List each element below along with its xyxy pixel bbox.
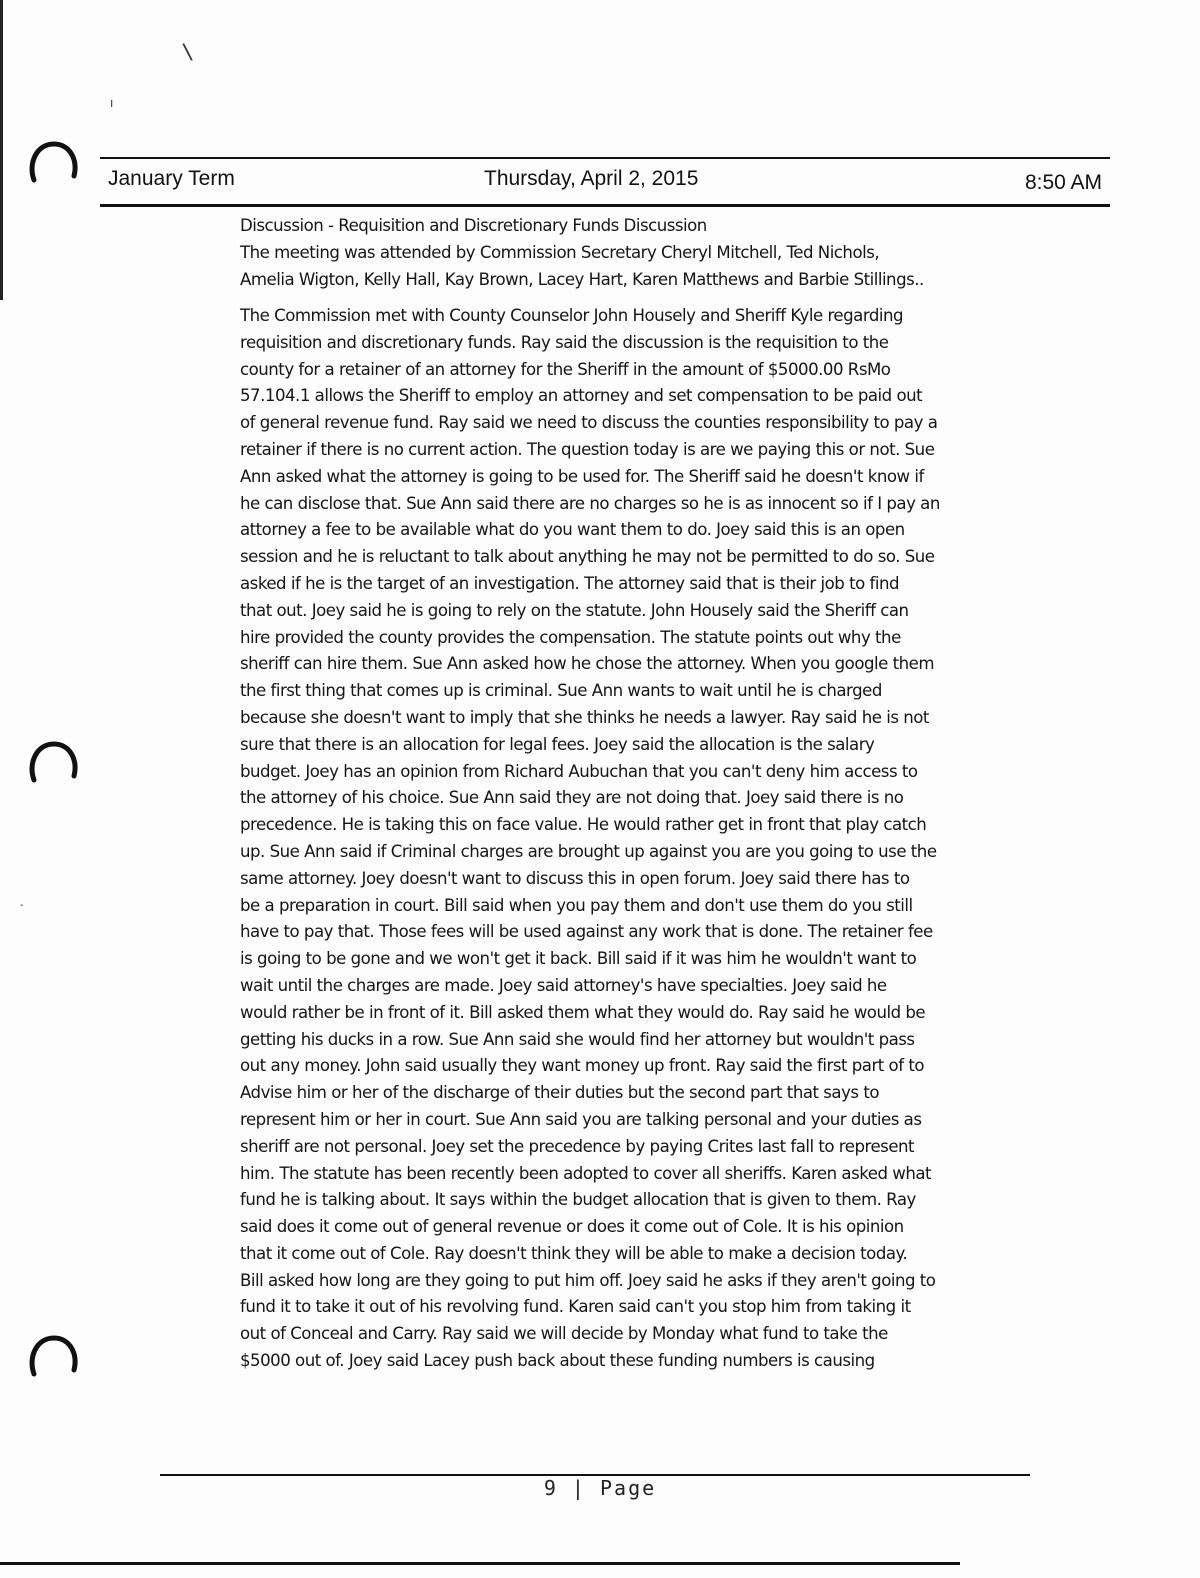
- body-line: have to pay that. Those fees will be used against any work that is done. The retainer fee: [240, 922, 933, 942]
- body-line: fund it to take it out of his revolving fund. Karen said can't you stop him from taking it: [240, 1297, 911, 1317]
- body-line: the attorney of his choice. Sue Ann said they are not doing that. Joey said there is no: [240, 788, 904, 808]
- scan-speck-mark: ı: [110, 96, 114, 110]
- body-line: wait until the charges are made. Joey said attorney's have specialties. Joey said he: [240, 975, 887, 995]
- discussion-title: Discussion - Requisition and Discretionary Funds Discussion: [240, 216, 707, 235]
- minutes-content: [240, 212, 1040, 1375]
- body-line: session and he is reluctant to talk about anything he may not be permitted to do so. Sue: [240, 547, 935, 567]
- body-line: Bill asked how long are they going to put him off. Joey said he asks if they aren't going to: [240, 1270, 936, 1290]
- body-line: Ann asked what the attorney is going to be used for. The Sheriff said he doesn't know if: [240, 466, 924, 486]
- body-line: getting his ducks in a row. Sue Ann said she would find her attorney but wouldn't pass: [240, 1029, 915, 1049]
- body-line: $5000 out of. Joey said Lacey push back about these funding numbers is causing: [240, 1351, 875, 1371]
- body-line: up. Sue Ann said if Criminal charges are brought up against you are you going to use the: [240, 841, 937, 861]
- body-line: that it come out of Cole. Ray doesn't think they will be able to make a decision today.: [240, 1243, 908, 1263]
- attendance-line: The meeting was attended by Commission Secretary Cheryl Mitchell, Ted Nichols,: [240, 243, 880, 262]
- body-line: because she doesn't want to imply that she thinks he needs a lawyer. Ray said he is not: [240, 707, 929, 727]
- binder-hole-icon: [24, 136, 82, 194]
- body-line: retainer if there is no current action. The question today is are we paying this or not. Sue: [240, 439, 935, 459]
- body-line: Advise him or her of the discharge of their duties but the second part that says to: [240, 1083, 879, 1103]
- body-line: fund he is talking about. It says within the budget allocation that is given to them. Ray: [240, 1190, 916, 1210]
- body-line: county for a retainer of an attorney for the Sheriff in the amount of $5000.00 RsMo: [240, 359, 891, 379]
- body-line: attorney a fee to be available what do you want them to do. Joey said this is an open: [240, 520, 905, 540]
- body-line: the first thing that comes up is criminal. Sue Ann wants to wait until he is charged: [240, 681, 882, 701]
- body-line: sheriff are not personal. Joey set the precedence by paying Crites last fall to represent: [240, 1136, 915, 1156]
- header-rule-top: [100, 157, 1110, 159]
- page-header: [108, 163, 1108, 201]
- scan-bottom-edge: [0, 1562, 960, 1565]
- term-label: January Term: [108, 167, 235, 190]
- body-line: him. The statute has been recently been adopted to cover all sheriffs. Karen asked what: [240, 1163, 932, 1183]
- body-line: requisition and discretionary funds. Ray said the discussion is the requisition to the: [240, 332, 889, 352]
- meeting-date: Thursday, April 2, 2015: [484, 167, 699, 190]
- body-line: represent him or her in court. Sue Ann said you are talking personal and your duties as: [240, 1109, 922, 1129]
- binder-hole-icon: [24, 1330, 82, 1388]
- scan-left-edge: [0, 0, 3, 300]
- body-line: hire provided the county provides the compensation. The statute points out why the: [240, 627, 901, 647]
- body-line: would rather be in front of it. Bill asked them what they would do. Ray said he would be: [240, 1002, 926, 1022]
- body-line: precedence. He is taking this on face value. He would rather get in front that play catch: [240, 815, 927, 835]
- body-line: that out. Joey said he is going to rely on the statute. John Housely said the Sheriff can: [240, 600, 909, 620]
- header-rule-bottom: [100, 204, 1110, 207]
- body-line: same attorney. Joey doesn't want to discuss this in open forum. Joey said there has to: [240, 868, 910, 888]
- body-line: is going to be gone and we won't get it back. Bill said if it was him he wouldn't want to: [240, 949, 917, 969]
- body-line: sheriff can hire them. Sue Ann asked how he chose the attorney. When you google them: [240, 654, 934, 674]
- body-line: 57.104.1 allows the Sheriff to employ an attorney and set compensation to be paid out: [240, 386, 923, 406]
- body-line: be a preparation in court. Bill said when you pay them and don't use them do you still: [240, 895, 913, 915]
- body-line: said does it come out of general revenue or does it come out of Cole. It is his opinion: [240, 1217, 904, 1237]
- body-line: budget. Joey has an opinion from Richard Aubuchan that you can't deny him access to: [240, 761, 918, 781]
- attendance-line: Amelia Wigton, Kelly Hall, Kay Brown, Lacey Hart, Karen Matthews and Barbie Stillings..: [240, 270, 924, 289]
- meeting-time: 8:50 AM: [1024, 171, 1102, 194]
- body-line: out of Conceal and Carry. Ray said we will decide by Monday what fund to take the: [240, 1324, 888, 1344]
- body-line: he can disclose that. Sue Ann said there are no charges so he is as innocent so if I pay an: [240, 493, 940, 513]
- binder-hole-icon: [24, 736, 82, 794]
- page-number: 9 | Page: [543, 1476, 657, 1500]
- body-line: asked if he is the target of an investigation. The attorney said that is their job to find: [240, 573, 900, 593]
- body-line: of general revenue fund. Ray said we need to discuss the counties responsibility to pay a: [240, 413, 938, 433]
- scan-speck-mark: -: [20, 900, 24, 911]
- body-line: out any money. John said usually they want money up front. Ray said the first part of to: [240, 1056, 924, 1076]
- scan-speck-mark: \: [181, 39, 194, 66]
- body-line: The Commission met with County Counselor John Housely and Sheriff Kyle regarding: [240, 306, 904, 325]
- minutes-body: [240, 303, 1040, 1375]
- body-line: sure that there is an allocation for legal fees. Joey said the allocation is the salary: [240, 734, 875, 754]
